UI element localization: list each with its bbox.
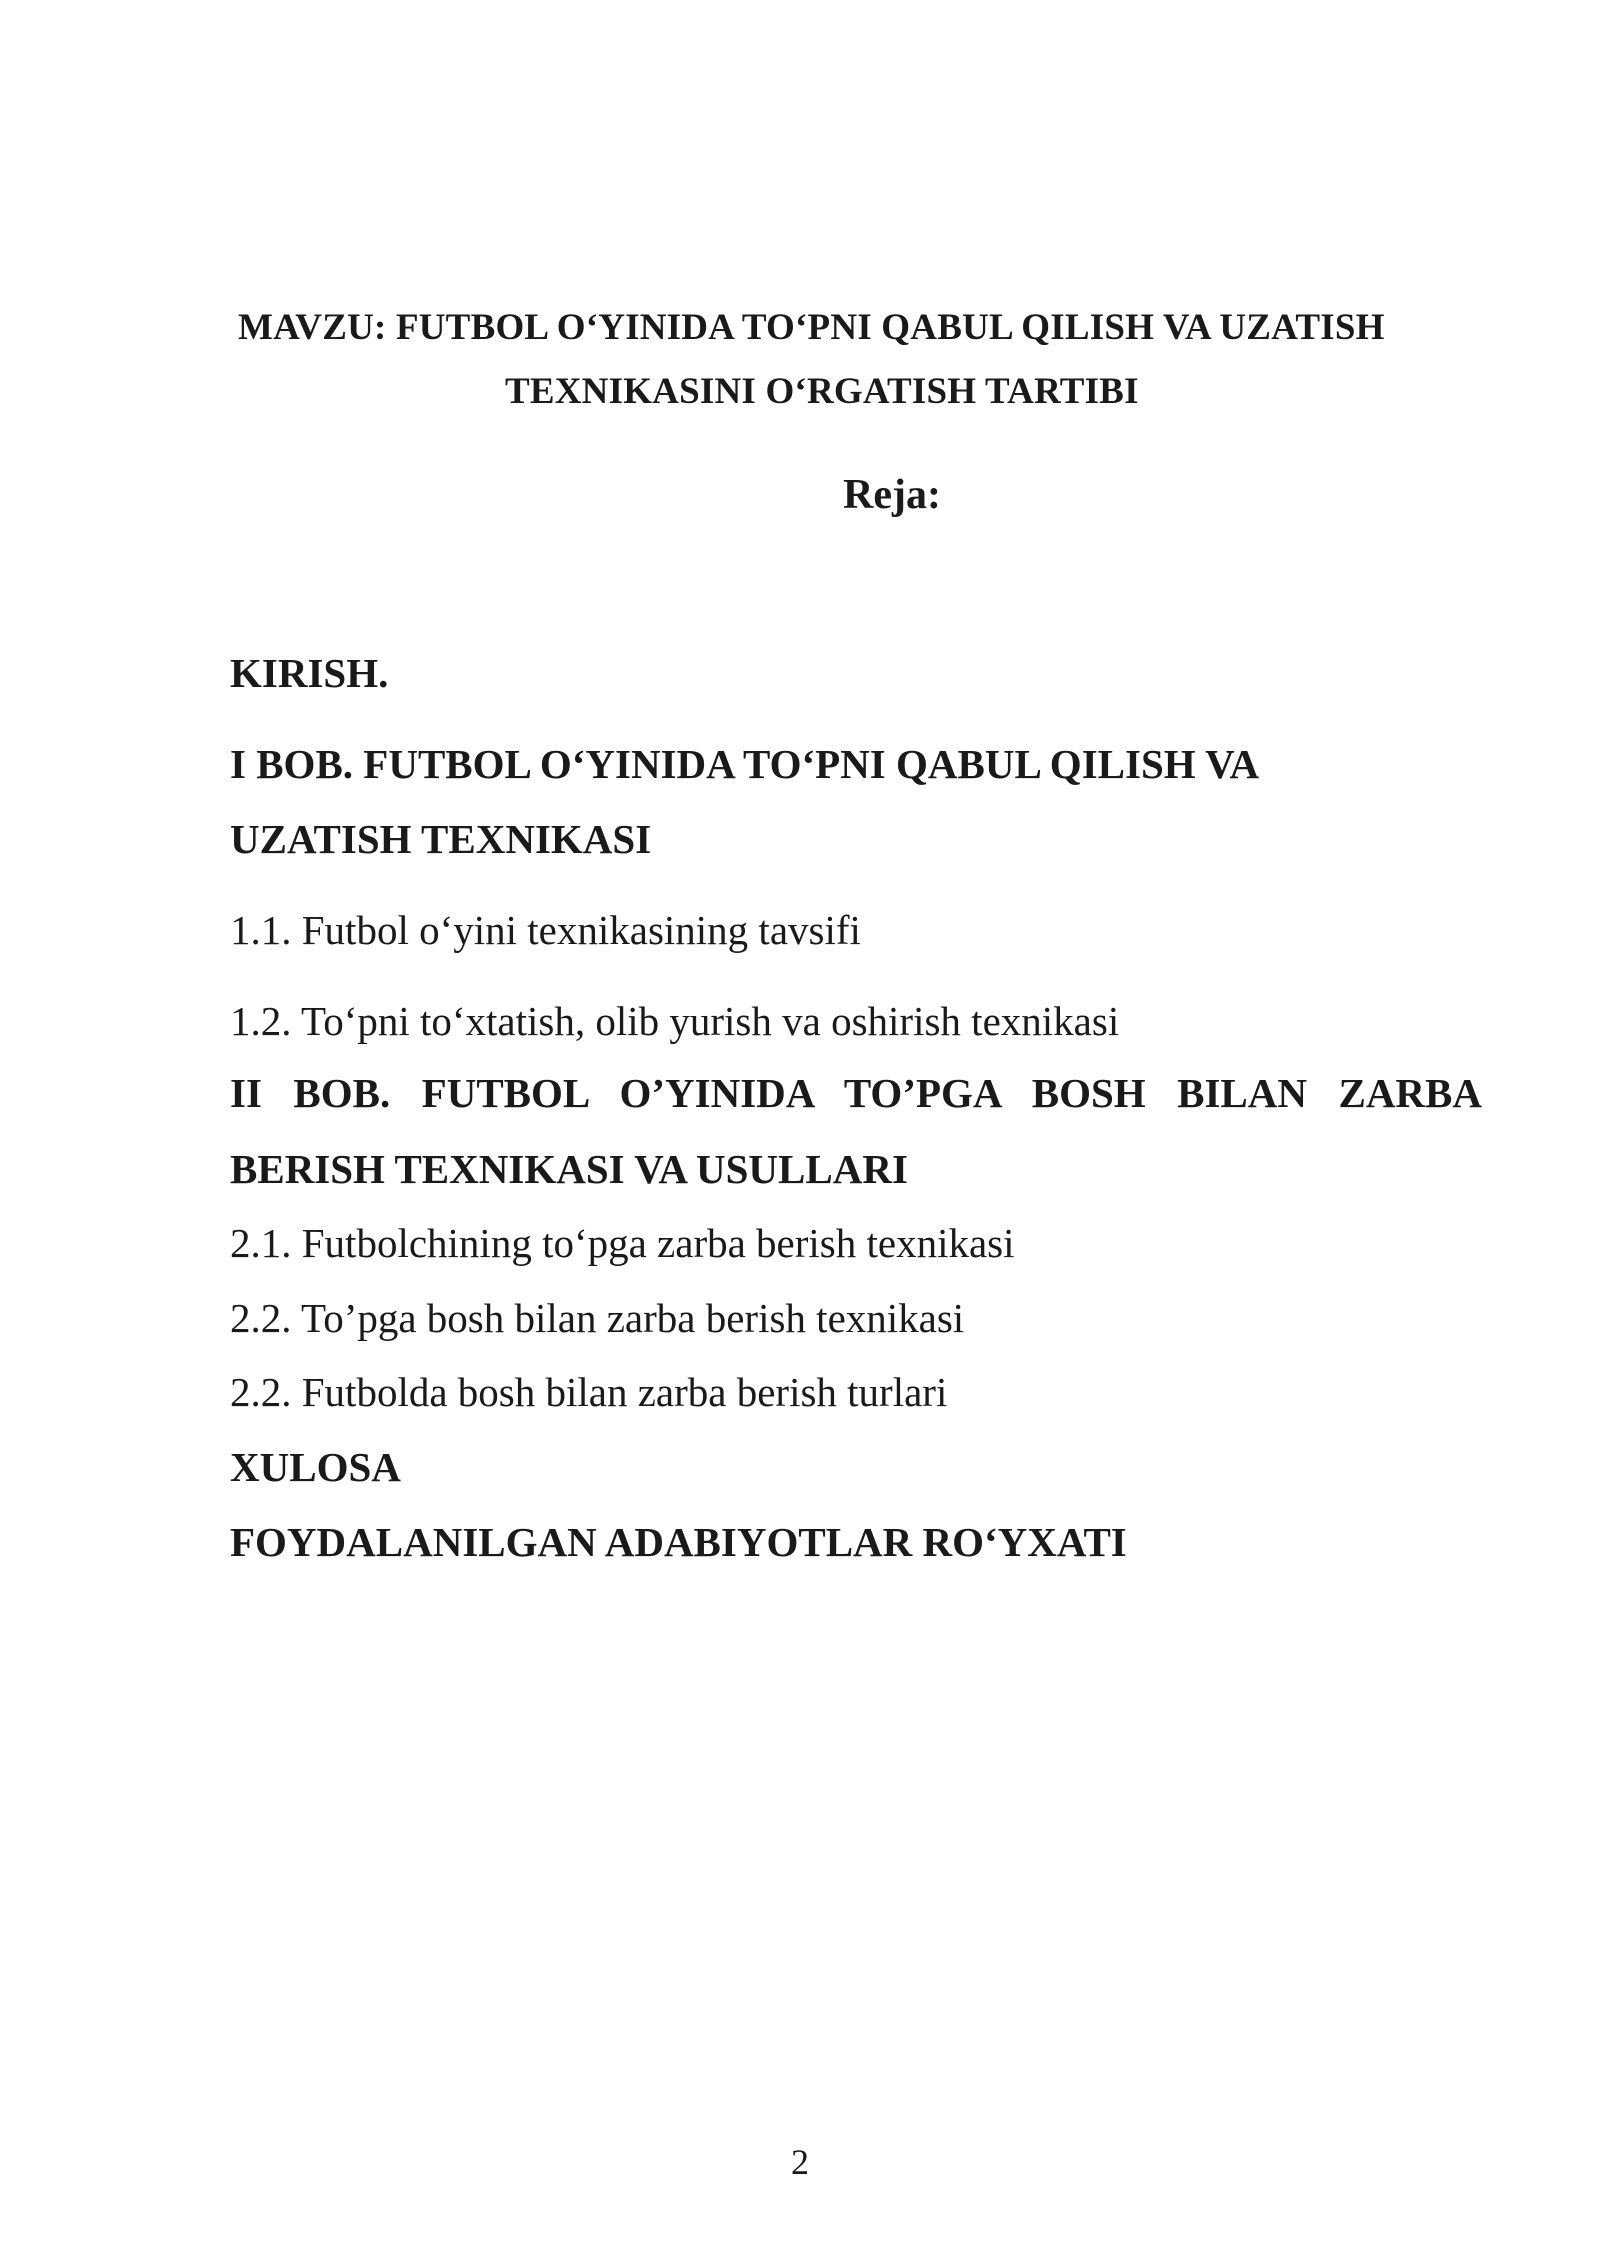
toc-item-1-2: 1.2. To‘pni to‘xtatish, olib yurish va oshirish texnikasi bbox=[230, 998, 1120, 1044]
toc-chapter1-line2: UZATISH TEXNIKASI bbox=[230, 816, 652, 862]
plan-heading: Reja: bbox=[843, 472, 941, 518]
toc-chapter2-line2: BERISH TEXNIKASI VA USULLARI bbox=[230, 1146, 908, 1192]
toc-item-1-1: 1.1. Futbol o‘yini texnikasining tavsifi bbox=[230, 907, 861, 953]
page-number: 2 bbox=[791, 2142, 809, 2182]
toc-item-2-2b: 2.2. Futbolda bosh bilan zarba berish turlari bbox=[230, 1369, 948, 1415]
toc-chapter2-line1: II BOB. FUTBOL O’YINIDA TO’PGA BOSH BILAN ZARBA bbox=[230, 1070, 1482, 1116]
toc-references: FOYDALANILGAN ADABIYOTLAR RO‘YXATI bbox=[230, 1519, 1127, 1565]
toc-item-2-2a: 2.2. To’pga bosh bilan zarba berish texnikasi bbox=[230, 1295, 965, 1341]
document-title-line-2: TEXNIKASINI O‘RGATISH TARTIBI bbox=[505, 371, 1139, 412]
toc-intro: KIRISH. bbox=[230, 650, 389, 696]
toc-item-2-1: 2.1. Futbolchining to‘pga zarba berish texnikasi bbox=[230, 1220, 1015, 1266]
toc-conclusion: XULOSA bbox=[230, 1444, 401, 1490]
toc-chapter1-line1: I BOB. FUTBOL O‘YINIDA TO‘PNI QABUL QILISH VA bbox=[230, 741, 1260, 787]
document-title-line-1: MAVZU: FUTBOL O‘YINIDA TO‘PNI QABUL QILISH VA UZATISH bbox=[238, 307, 1385, 348]
